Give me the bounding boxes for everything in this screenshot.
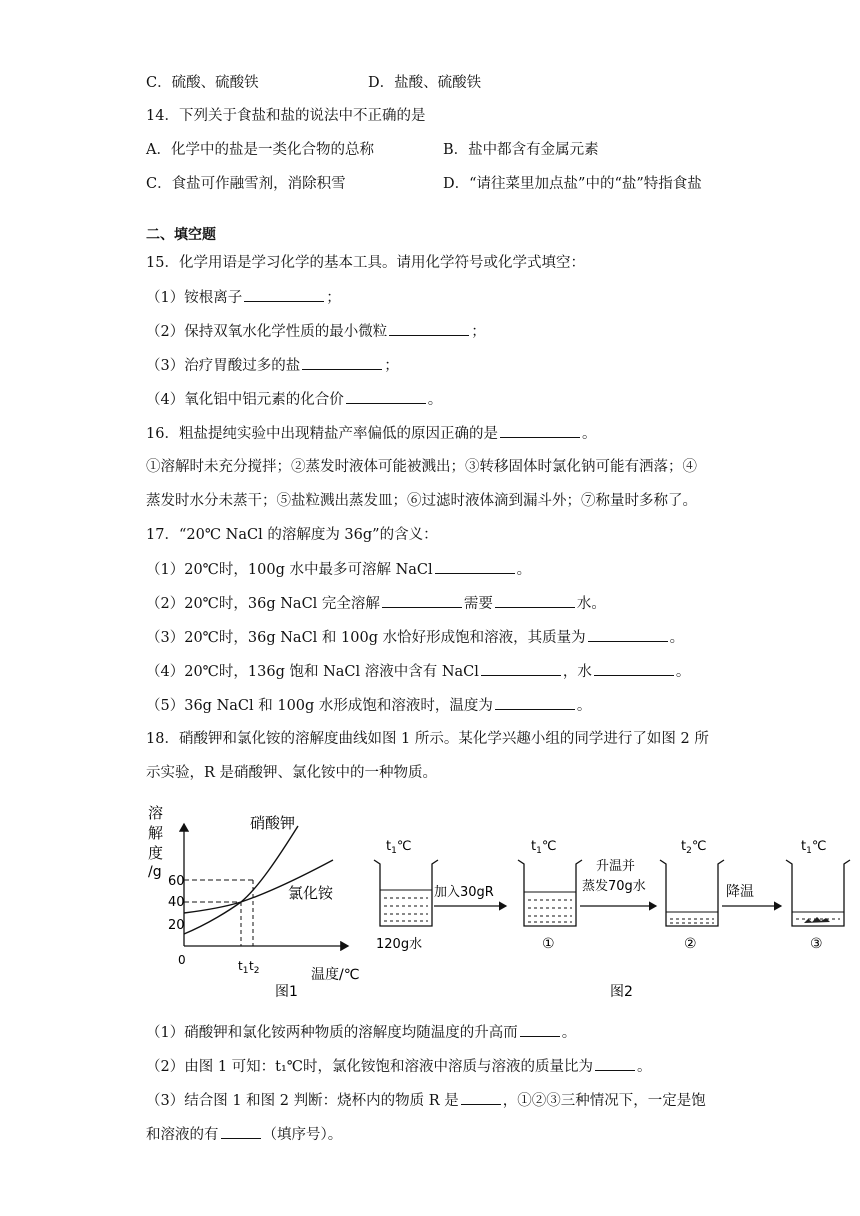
x-tick-sub: 1 (242, 966, 249, 976)
figure-1-solubility-chart (138, 796, 368, 1006)
beaker-icon (518, 860, 582, 926)
y-tick-label: 60 (168, 874, 185, 889)
q17-item-5: （5）36g NaCl 和 100g 水形成饱和溶液时，温度为 。 (146, 695, 591, 716)
liquid-hatch (670, 919, 714, 923)
q13-option-c: C．硫酸、硫酸铁 (146, 75, 259, 91)
q17-item-3: （3）20℃时，36g NaCl 和 100g 水恰好形成饱和溶液，其质量为 。 (146, 627, 684, 648)
q15-stem: 15．化学用语是学习化学的基本工具。请用化学符号或化学式填空： (146, 255, 585, 271)
curve-label-ammonium-chloride: 氯化铵 (288, 884, 334, 902)
beaker-temp-label: $t_1℃$ (386, 839, 412, 856)
q14-option-b: B．盐中都含有金属元素 (443, 142, 599, 158)
q17-item-2: （2）20℃时，36g NaCl 完全溶解 需要 水。 (146, 593, 606, 614)
step-2-label-line1: 升温并 (596, 859, 636, 874)
answer-blank[interactable] (495, 593, 575, 608)
answer-blank[interactable] (500, 423, 580, 438)
answer-blank[interactable] (520, 1022, 560, 1037)
figure-2-experiment (366, 826, 860, 1006)
curve-label-potassium-nitrate: 硝酸钾 (250, 814, 296, 832)
answer-blank[interactable] (495, 695, 575, 710)
answer-blank[interactable] (595, 1056, 635, 1071)
x-tick-sub: 2 (253, 966, 260, 976)
q17-item-1: （1）20℃时，100g 水中最多可溶解 NaCl 。 (146, 559, 531, 580)
q14-stem: 14．下列关于食盐和盐的说法中不正确的是 (146, 108, 426, 124)
q18-stem-line2: 示实验，R 是硝酸钾、氯化铵中的一种物质。 (146, 765, 438, 781)
answer-blank[interactable] (594, 661, 674, 676)
q15-item-3: （3）治疗胃酸过多的盐 ； (146, 355, 399, 376)
step-1-label: 加入30gR (434, 885, 494, 900)
beaker-temp-label: $t_2℃$ (681, 839, 707, 856)
beaker-mark: ② (684, 936, 697, 952)
step-2-label-line2: 蒸发70g水 (582, 879, 646, 894)
crystals-icon (804, 917, 830, 923)
x-tick-label: $t_2$ (249, 959, 260, 976)
q14-option-c: C．食盐可作融雪剂，消除积雪 (146, 176, 346, 192)
water-amount: 120g水 (376, 937, 423, 952)
y-tick-label: 40 (168, 895, 185, 910)
beaker-temp-label: $t_1℃$ (801, 839, 827, 856)
q15-item-4: （4）氧化铝中铝元素的化合价 。 (146, 389, 442, 410)
answer-blank[interactable] (382, 593, 462, 608)
q18-sub-3: （3）结合图 1 和图 2 判断：烧杯内的物质 R 是 ，①②③三种情况下，一定是饱 (146, 1090, 706, 1111)
step-3-label: 降温 (726, 884, 754, 900)
q15-item-1: （1）铵根离子 ； (146, 287, 341, 308)
q14-option-d: D．“请往菜里加点盐”中的“盐”特指食盐 (443, 176, 702, 192)
answer-blank[interactable] (588, 627, 668, 642)
q17-item-4: （4）20℃时，136g 饱和 NaCl 溶液中含有 NaCl ，水 。 (146, 661, 690, 682)
beaker-temp-label: $t_1℃$ (531, 839, 557, 856)
q17-stem: 17．“20℃ NaCl 的溶解度为 36g”的含义： (146, 527, 438, 543)
y-axis-label-char: 度 (148, 844, 164, 862)
beaker-icon (374, 860, 438, 926)
y-axis-label-char: 解 (148, 824, 164, 842)
beaker-icon (786, 860, 850, 926)
beaker-icon (660, 860, 724, 926)
answer-blank[interactable] (435, 559, 515, 574)
q14-option-a: A．化学中的盐是一类化合物的总称 (146, 142, 374, 158)
y-tick-label: 20 (168, 918, 185, 933)
answer-blank[interactable] (221, 1124, 261, 1139)
section-title: 二、填空题 (146, 227, 216, 243)
x-axis-label: 温度/℃ (311, 967, 360, 983)
q18-sub-2: （2）由图 1 可知：t₁℃时，氯化铵饱和溶液中溶质与溶液的质量比为 。 (146, 1056, 652, 1077)
q18-stem-line1: 18．硝酸钾和氯化铵的溶解度曲线如图 1 所示。某化学兴趣小组的同学进行了如图 2 所 (146, 731, 709, 747)
q18-sub-1: （1）硝酸钾和氯化铵两种物质的溶解度均随温度的升高而 。 (146, 1022, 576, 1043)
figure-caption: 图2 (610, 984, 633, 1000)
answer-blank[interactable] (346, 389, 426, 404)
q15-item-2: （2）保持双氧水化学性质的最小微粒 ； (146, 321, 486, 342)
answer-blank[interactable] (244, 287, 324, 302)
beaker-mark: ③ (810, 936, 823, 952)
liquid-hatch (528, 900, 572, 922)
answer-blank[interactable] (461, 1090, 501, 1105)
liquid-hatch (384, 898, 428, 921)
q16-options-line2: 蒸发时水分未蒸干；⑤盐粒溅出蒸发皿；⑥过滤时液体滴到漏斗外；⑦称量时多称了。 (146, 493, 697, 509)
origin-label: 0 (178, 953, 186, 967)
q16-stem: 16．粗盐提纯实验中出现精盐产率偏低的原因正确的是 。 (146, 423, 596, 444)
y-axis-unit: /g (148, 864, 162, 880)
answer-blank[interactable] (302, 355, 382, 370)
answer-blank[interactable] (389, 321, 469, 336)
answer-blank[interactable] (481, 661, 561, 676)
beaker-mark: ① (542, 936, 555, 952)
q16-options-line1: ①溶解时未充分搅拌；②蒸发时液体可能被溅出；③转移固体时氯化钠可能有洒落；④ (146, 459, 697, 475)
x-tick-label: $t_1$ (238, 959, 249, 976)
q18-sub-3-line2: 和溶液的有 （填序号）。 (146, 1124, 342, 1145)
q13-option-d: D．盐酸、硫酸铁 (368, 75, 482, 91)
y-axis-label-char: 溶 (148, 804, 164, 822)
figure-caption: 图1 (275, 984, 298, 1000)
